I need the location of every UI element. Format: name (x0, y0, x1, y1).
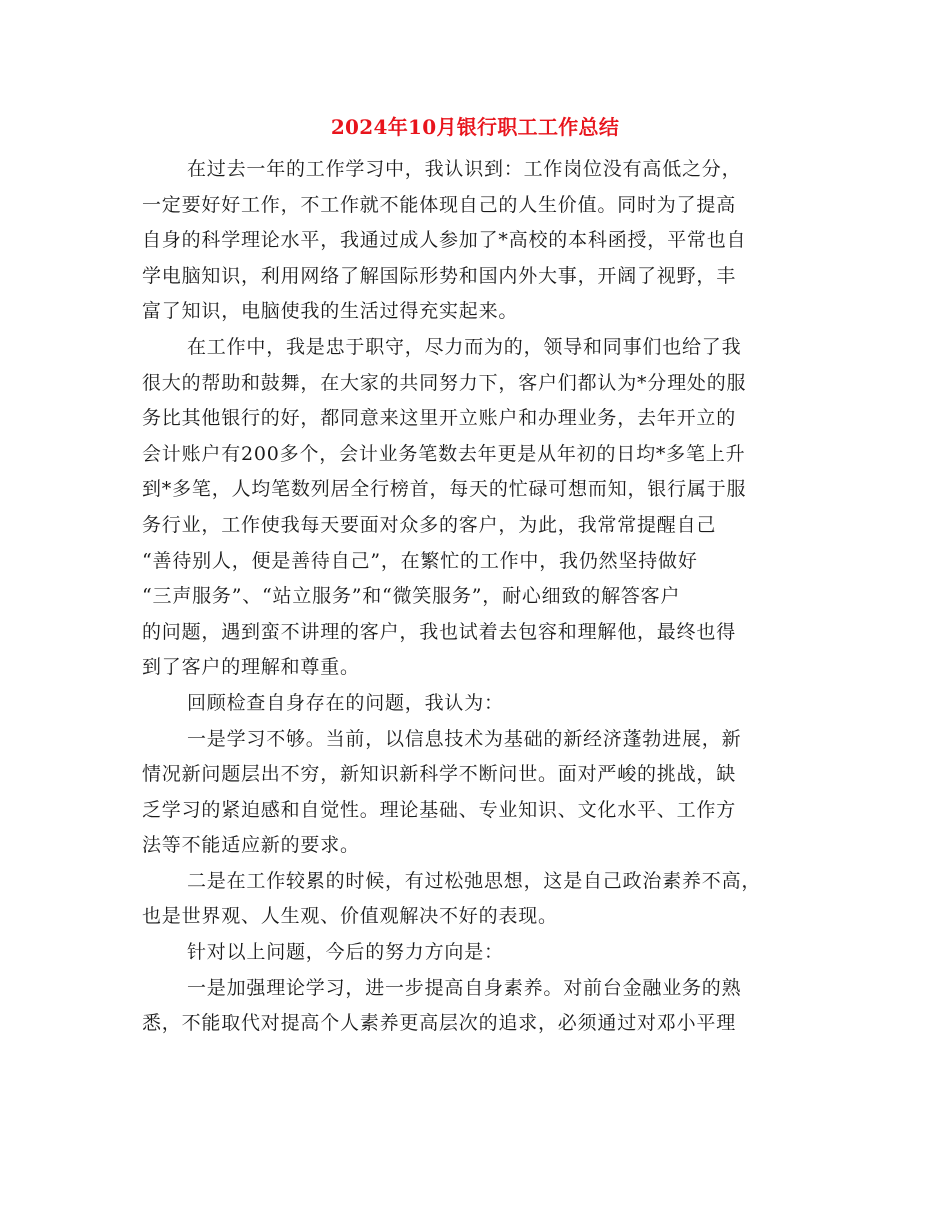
paragraph-line: 乏学习的紧迫感和自觉性。理论基础、专业知识、文化水平、工作方 (142, 798, 737, 821)
paragraph-line: 富了知识，电脑使我的生活过得充实起来。 (142, 300, 519, 323)
paragraph-line: 一是加强理论学习，进一步提高自身素养。对前台金融业务的熟 (187, 976, 742, 999)
paragraph-line: 情况新问题层出不穷，新知识新科学不断问世。面对严峻的挑战，缺 (142, 763, 737, 786)
document-body (142, 152, 812, 1042)
paragraph-line: 学电脑知识，利用网络了解国际形势和国内外大事，开阔了视野，丰 (142, 264, 737, 287)
paragraph-line: 务比其他银行的好，都同意来这里开立账户和办理业务，去年开立的 (142, 407, 737, 430)
paragraph-line: 一定要好好工作，不工作就不能体现自己的人生价值。同时为了提高 (142, 193, 737, 216)
paragraph-line: 自身的科学理论水平，我通过成人参加了*高校的本科函授，平常也自 (142, 229, 747, 252)
paragraph-line: 在工作中，我是忠于职守，尽力而为的，领导和同事们也给了我 (187, 335, 742, 358)
paragraph-line: 二是在工作较累的时候，有过松弛思想，这是自己政治素养不高， (187, 869, 762, 892)
paragraph-line: 悉，不能取代对提高个人素养更高层次的追求，必须通过对邓小平理 (142, 1012, 737, 1035)
paragraph-line: 法等不能适应新的要求。 (142, 834, 360, 857)
document-title: 2024年10月银行职工工作总结 (330, 115, 620, 139)
paragraph-line: “三声服务”、“站立服务”和“微笑服务”，耐心细致的解答客户 (142, 585, 681, 608)
paragraph-line: 会计账户有200多个，会计业务笔数去年更是从年初的日均*多笔上升 (142, 442, 746, 465)
paragraph-line: 到了客户的理解和尊重。 (142, 656, 360, 679)
paragraph-line: “善待别人，便是善待自己”，在繁忙的工作中，我仍然坚持做好 (142, 549, 698, 572)
paragraph-line: 回顾检查自身存在的问题，我认为： (187, 691, 504, 714)
paragraph-line: 也是世界观、人生观、价值观解决不好的表现。 (142, 905, 558, 928)
paragraph-line: 的问题，遇到蛮不讲理的客户，我也试着去包容和理解他，最终也得 (142, 620, 737, 643)
paragraph-line: 很大的帮助和鼓舞，在大家的共同努力下，客户们都认为*分理处的服 (142, 371, 747, 394)
paragraph-line: 到*多笔，人均笔数列居全行榜首，每天的忙碌可想而知，银行属于服 (142, 478, 747, 501)
paragraph-line: 针对以上问题，今后的努力方向是： (187, 941, 504, 964)
paragraph-line: 一是学习不够。当前，以信息技术为基础的新经济蓬勃进展，新 (187, 727, 742, 750)
paragraph-line: 在过去一年的工作学习中，我认识到：工作岗位没有高低之分， (187, 158, 742, 180)
paragraph-line: 务行业，工作使我每天要面对众多的客户，为此，我常常提醒自己 (142, 513, 717, 536)
